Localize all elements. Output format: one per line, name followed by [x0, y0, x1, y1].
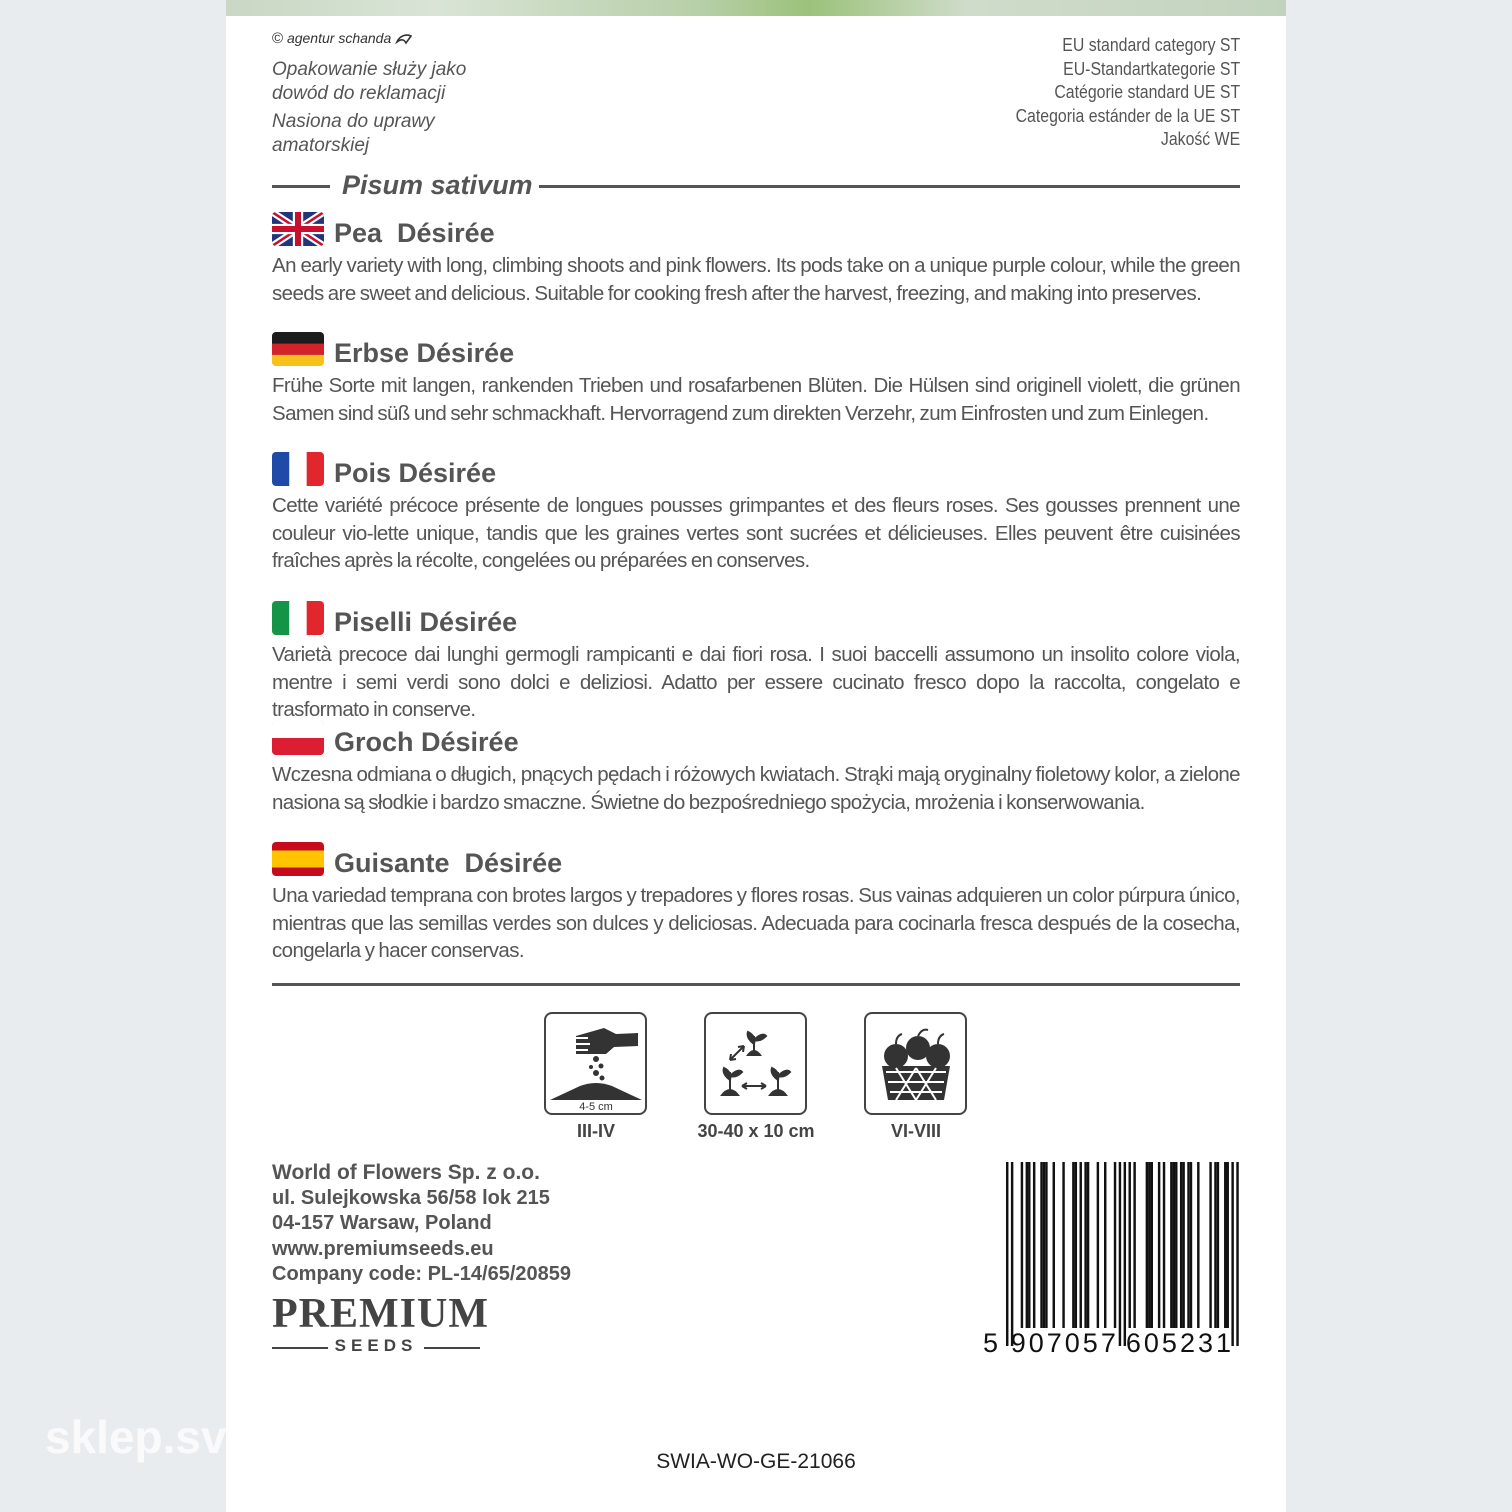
section-title: Groch Désirée	[334, 727, 519, 757]
credit-text: agentur schanda	[286, 30, 392, 46]
italy-flag-icon	[272, 601, 324, 635]
eu-category-line: EU-Standartkategorie ST	[1063, 58, 1240, 79]
barcode-bar	[1180, 1162, 1182, 1328]
plant-spacing-icon	[704, 1012, 807, 1115]
section-text: An early variety with long, climbing shoots and pink flowers. Its pods take on a unique purple colour, while the green seeds are sweet and delicious. Suitable for cooking fresh after the harvest, freezing, and making into preserves.	[272, 254, 1240, 305]
barcode-bar	[1011, 1162, 1013, 1346]
company-code: Company code: PL-14/65/20859	[272, 1263, 572, 1285]
barcode-bar	[1227, 1162, 1229, 1328]
section-text: Cette variété précoce présente de longues pousses grimpantes et des fleurs roses. Ses gousses prennent une couleur vio-lette unique, tandis que les graines vertes sont sucrées et délicieuses. Elles peuvent être cuisinées fraîches après la récolte, congelées ou préparées en conserves.	[272, 494, 1240, 572]
barcode-bar	[1026, 1162, 1028, 1328]
section-text: Una variedad temprana con brotes largos y trepadores y flores rosas. Sus vainas adquieren un color púrpura único, mientras que las semillas verdes son dulces y deliciosas. Adecuada para cocinarla fresca después de la cosecha, congelarla y hacer conservas.	[272, 884, 1240, 962]
barcode-bar	[1236, 1162, 1238, 1346]
latin-name: Pisum sativum	[342, 170, 533, 200]
barcode-digits: 5	[984, 1328, 1002, 1358]
section-title: Pois Désirée	[334, 458, 497, 488]
harvest-period-label: VI-VIII	[890, 1121, 941, 1141]
barcode-bar	[1151, 1162, 1153, 1328]
barcode-bar	[1080, 1162, 1082, 1328]
barcode-bar	[1175, 1162, 1177, 1328]
section-text: Wczesna odmiana o długich, pnących pędach i różowych kwiatach. Strąki mają oryginalny fioletowy kolor, a zielone nasiona są słodkie i bardzo smaczne. Świetne do bezpośredniego spożycia, mrożenia i konserwowania.	[272, 763, 1240, 814]
barcode-bar	[1075, 1162, 1077, 1328]
barcode-bar	[1040, 1162, 1042, 1328]
credit-logo-icon	[395, 33, 413, 45]
barcode-bar	[1129, 1162, 1131, 1328]
photo-strip	[226, 0, 1286, 16]
eu-category-line: EU standard category ST	[1062, 35, 1240, 55]
amateur-note-line: amatorskiej	[272, 135, 370, 156]
barcode-bar	[1087, 1162, 1089, 1328]
barcode-bar	[1146, 1162, 1148, 1328]
barcode-bar	[1187, 1162, 1189, 1328]
barcode-bar	[1231, 1162, 1233, 1346]
barcode-bar	[1053, 1162, 1055, 1328]
company-city: 04-157 Warsaw, Poland	[272, 1212, 492, 1234]
barcode	[984, 1162, 1242, 1358]
product-code: SWIA-WO-GE-21066	[656, 1450, 856, 1473]
company-website[interactable]: www.premiumseeds.eu	[272, 1237, 494, 1260]
barcode-bar	[1170, 1162, 1172, 1328]
logo-rule	[424, 1347, 480, 1349]
barcode-bar	[1006, 1162, 1008, 1346]
section-title: Piselli Désirée	[334, 607, 518, 637]
barcode-bar	[1114, 1162, 1116, 1328]
latin-name-row	[272, 170, 1240, 200]
eu-category-line: Categoria estánder de la UE ST	[1015, 105, 1240, 126]
sowing-depth-label: 4-5 cm	[579, 1101, 613, 1113]
barcode-bar	[1119, 1162, 1121, 1346]
barcode-bar	[1028, 1162, 1030, 1328]
barcode-digits: 907057	[1010, 1328, 1119, 1358]
divider-rule	[272, 983, 1240, 986]
germany-flag-icon	[272, 332, 324, 366]
harvest-basket-icon	[864, 1012, 967, 1115]
uk-flag-icon	[272, 212, 324, 246]
brand-name: PREMIUM	[272, 1291, 489, 1337]
section-title: Pea Désirée	[334, 218, 495, 248]
barcode-bar	[1182, 1162, 1184, 1328]
barcode-bar	[1190, 1162, 1192, 1328]
poland-flag-icon	[272, 721, 324, 755]
barcode-bar	[1043, 1162, 1045, 1328]
eu-category-block	[1015, 34, 1240, 152]
brand-subtitle: SEEDS	[334, 1336, 418, 1355]
premium-seeds-logo	[272, 1291, 489, 1358]
amateur-note-line: Nasiona do uprawy	[272, 111, 435, 132]
france-flag-icon	[272, 452, 324, 486]
barcode-bar	[1173, 1162, 1175, 1328]
section-text: Varietà precoce dai lunghi germogli rampicanti e dai fiori rosa. I suoi baccelli assumono un insolito colore viola, mentre i semi verdi sono dolci e deliziosi. Adatto per essere cucinato fresco dopo la raccolta, congelato e trasformato in conserve.	[272, 643, 1240, 721]
barcode-bar	[1104, 1162, 1106, 1328]
barcode-bar	[1033, 1162, 1035, 1328]
section-text: Frühe Sorte mit langen, rankenden Trieben und rosafarbenen Blüten. Die Hülsen sind originell violett, die grünen Samen sind süß und sehr schmackhaft. Hervorragend zum direkten Verzehr, zum Einfrosten und zum Einlegen.	[272, 374, 1240, 425]
spain-flag-icon	[272, 842, 324, 876]
barcode-bar	[1197, 1162, 1199, 1328]
company-info	[272, 1160, 571, 1288]
section-title: Guisante Désirée	[334, 848, 563, 878]
spacing-label: 30-40 x 10 cm	[697, 1121, 815, 1141]
eu-category-line: Jakość WE	[1160, 129, 1240, 149]
barcode-bar	[1124, 1162, 1126, 1346]
watermark: sklep.sv	[45, 1411, 227, 1463]
copyright-icon: ©	[272, 30, 284, 47]
barcode-bar	[1045, 1162, 1047, 1328]
barcode-digits: 605231	[1125, 1328, 1235, 1358]
barcode-bar	[1062, 1162, 1064, 1328]
company-name: World of Flowers Sp. z o.o.	[272, 1161, 540, 1184]
barcode-bar	[1084, 1162, 1086, 1328]
photo-credit	[272, 30, 413, 47]
barcode-bar	[1217, 1162, 1219, 1328]
barcode-bar	[1097, 1162, 1099, 1328]
barcode-bar	[1133, 1162, 1135, 1328]
barcode-bar	[1209, 1162, 1211, 1328]
company-street: ul. Sulejkowska 56/58 lok 215	[272, 1186, 550, 1209]
barcode-bar	[1224, 1162, 1226, 1328]
barcode-bar	[1158, 1162, 1160, 1328]
barcode-bar	[1163, 1162, 1165, 1328]
divider-rule	[539, 185, 1240, 188]
section-title: Erbse Désirée	[334, 338, 515, 368]
barcode-bar	[1214, 1162, 1216, 1328]
amateur-note	[272, 110, 435, 158]
sowing-hand-icon	[544, 1012, 647, 1115]
barcode-bar	[1021, 1162, 1023, 1328]
eu-category-line: Catégorie standard UE ST	[1054, 82, 1240, 102]
barcode-bar	[1148, 1162, 1150, 1328]
complaint-note-line: Opakowanie służy jako	[272, 59, 467, 80]
sowing-period-label: III-IV	[576, 1121, 615, 1141]
complaint-note-line: dowód do reklamacji	[272, 83, 446, 104]
divider-rule	[272, 185, 330, 188]
barcode-bar	[1072, 1162, 1074, 1328]
complaint-note	[272, 58, 466, 106]
